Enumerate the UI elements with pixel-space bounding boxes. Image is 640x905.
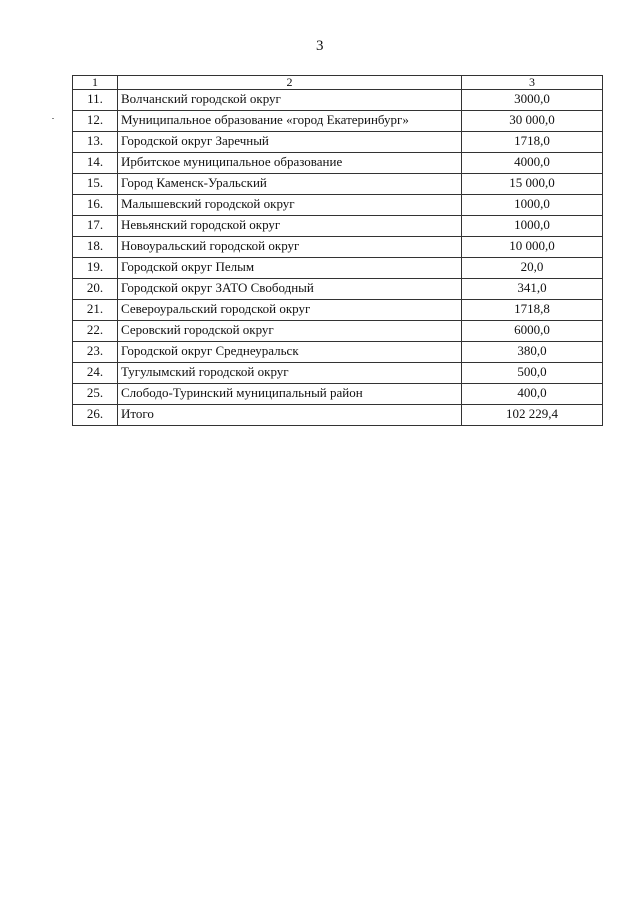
amount-value: 20,0 (462, 258, 603, 279)
table-row (73, 216, 603, 237)
amount-value: 30 000,0 (462, 111, 603, 132)
row-number: 24. (73, 363, 118, 384)
amount-value: 1000,0 (462, 216, 603, 237)
municipality-name: Слободо-Туринский муниципальный район (118, 384, 462, 405)
municipality-name: Малышевский городской округ (118, 195, 462, 216)
amount-value: 500,0 (462, 363, 603, 384)
table-row (73, 342, 603, 363)
row-number: 25. (73, 384, 118, 405)
table-header (73, 76, 603, 90)
amount-value: 4000,0 (462, 153, 603, 174)
table-row (73, 300, 603, 321)
municipality-name: Серовский городской округ (118, 321, 462, 342)
municipality-name: Невьянский городской округ (118, 216, 462, 237)
total-value: 102 229,4 (462, 405, 603, 426)
table-row (73, 321, 603, 342)
amount-value: 400,0 (462, 384, 603, 405)
row-number: 16. (73, 195, 118, 216)
row-number: 15. (73, 174, 118, 195)
row-number: 13. (73, 132, 118, 153)
table-row (73, 279, 603, 300)
amount-value: 6000,0 (462, 321, 603, 342)
municipality-name: Муниципальное образование «город Екатеринбург» (118, 111, 462, 132)
row-number: 14. (73, 153, 118, 174)
header-col-2: 2 (118, 76, 462, 90)
table-body (73, 90, 603, 426)
table-row (73, 237, 603, 258)
row-number: 17. (73, 216, 118, 237)
row-number: 18. (73, 237, 118, 258)
municipality-name: Ирбитское муниципальное образование (118, 153, 462, 174)
header-row (73, 76, 603, 90)
municipality-name: Городской округ ЗАТО Свободный (118, 279, 462, 300)
row-number: 11. (73, 90, 118, 111)
municipality-name: Городской округ Среднеуральск (118, 342, 462, 363)
allocation-table (72, 75, 603, 426)
table-row (73, 132, 603, 153)
row-number: 23. (73, 342, 118, 363)
table-row (73, 111, 603, 132)
amount-value: 1000,0 (462, 195, 603, 216)
amount-value: 1718,0 (462, 132, 603, 153)
amount-value: 1718,8 (462, 300, 603, 321)
row-number: 12. (73, 111, 118, 132)
amount-value: 3000,0 (462, 90, 603, 111)
amount-value: 15 000,0 (462, 174, 603, 195)
amount-value: 10 000,0 (462, 237, 603, 258)
table-row (73, 384, 603, 405)
municipality-name: Город Каменск-Уральский (118, 174, 462, 195)
municipality-name: Волчанский городской округ (118, 90, 462, 111)
page-number: 3 (316, 38, 324, 54)
amount-value: 341,0 (462, 279, 603, 300)
row-number: 21. (73, 300, 118, 321)
table-row (73, 174, 603, 195)
table-row (73, 258, 603, 279)
municipality-name: Городской округ Заречный (118, 132, 462, 153)
total-row (73, 405, 603, 426)
total-label: Итого (118, 405, 462, 426)
header-col-3: 3 (462, 76, 603, 90)
table-row (73, 153, 603, 174)
amount-value: 380,0 (462, 342, 603, 363)
municipality-name: Новоуральский городской округ (118, 237, 462, 258)
table-row (73, 90, 603, 111)
row-number: 22. (73, 321, 118, 342)
table-row (73, 363, 603, 384)
municipality-name: Тугулымский городской округ (118, 363, 462, 384)
row-number: 26. (73, 405, 118, 426)
table-row (73, 195, 603, 216)
municipality-name: Североуральский городской округ (118, 300, 462, 321)
row-number: 19. (73, 258, 118, 279)
scan-mark (52, 118, 54, 119)
municipality-name: Городской округ Пелым (118, 258, 462, 279)
row-number: 20. (73, 279, 118, 300)
header-col-1: 1 (73, 76, 118, 90)
